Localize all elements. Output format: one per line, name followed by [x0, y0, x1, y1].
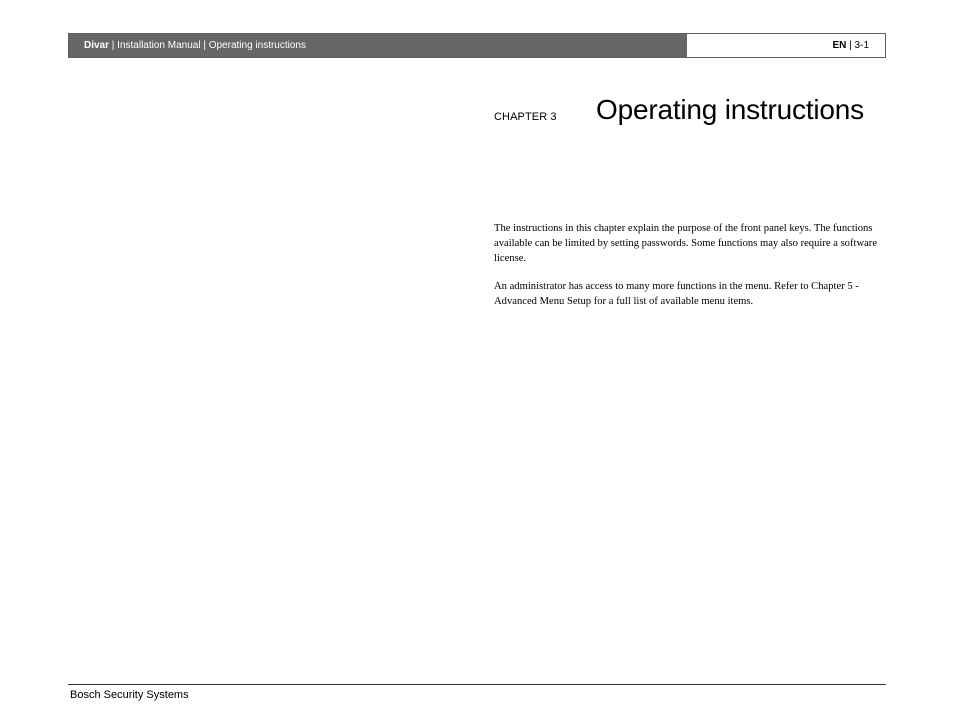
header-page-number: 3-1 — [854, 40, 869, 51]
body-paragraph: An administrator has access to many more functions in the menu. Refer to Chapter 5 - Advanced Menu Setup for a full list of available menu items. — [494, 281, 859, 308]
chapter-title: Operating instructions — [596, 94, 864, 125]
header-language: EN — [832, 40, 847, 51]
chapter-label: CHAPTER 3 — [494, 111, 557, 123]
header-separator: | — [200, 40, 209, 51]
body-paragraph: The instructions in this chapter explain the purpose of the front panel keys. The functions available can be limited by setting passwords. Some functions may also require a software license. — [494, 223, 878, 265]
footer-divider — [68, 684, 886, 685]
running-header — [68, 33, 886, 58]
header-separator: | — [846, 40, 855, 51]
header-title-section — [69, 34, 687, 57]
header-page-section — [687, 34, 885, 57]
footer-company: Bosch Security Systems — [70, 689, 189, 701]
header-separator: | — [109, 40, 118, 51]
header-product-name: Divar — [84, 40, 110, 51]
header-section-name: Operating instructions — [208, 40, 306, 51]
header-manual-name: Installation Manual — [117, 40, 201, 51]
